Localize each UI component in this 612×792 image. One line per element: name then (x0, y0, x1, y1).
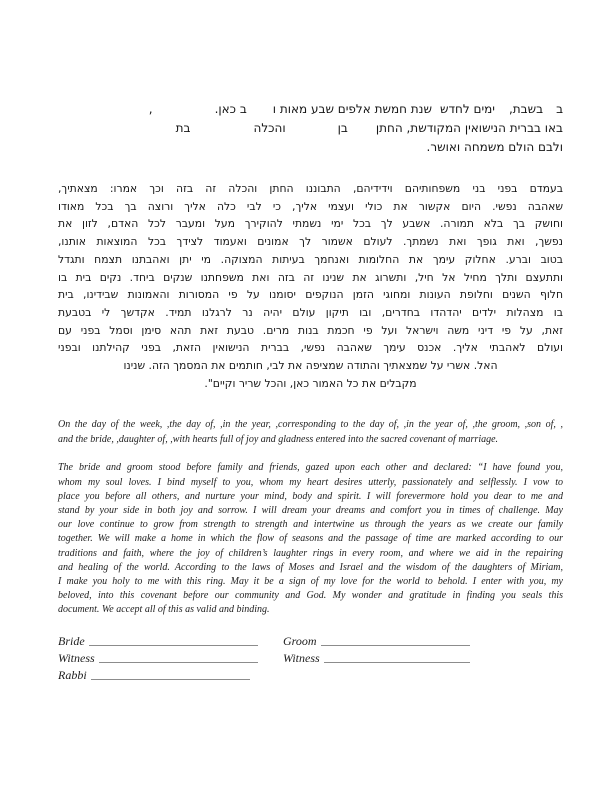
fill-in-blank[interactable] (153, 112, 215, 113)
hebrew-main-paragraph (58, 180, 563, 392)
hebrew-paragraph-line: שאהבה נפשי. היום אקשור את כולי ועצמי אליך, כי לבי כלה אליך ורוצה בך בכל מאודו (58, 199, 563, 213)
signature-label-witness: Witness (283, 650, 320, 665)
fill-in-blank[interactable] (348, 131, 376, 132)
hebrew-month-segment: ימים לחדש (439, 102, 495, 116)
english-paragraph-line: whom my soul loves. I bind myself to you, whom my heart desires utterly, passionately and selflessly. I vow to (58, 476, 563, 488)
english-paragraph-line: beloved, into this covenant before our community and God. My wonder and gratitude in finding you seals this (58, 590, 563, 602)
signature-label-bride: Bride (58, 633, 85, 648)
signature-row-witness-right (283, 648, 470, 665)
signature-blank-line[interactable] (89, 644, 258, 646)
hebrew-shabbat-segment: בשבת, (508, 102, 544, 116)
hebrew-paragraph-line: ותתעצם ותלך מחיל אל חיל, ותשרוג את שנינו זה בזה ואת משפחתנו שנקים ביחד. נקים בית בו (58, 270, 563, 284)
english-paragraph-line: traditions and faith, where the joy of children’s laughter rings in every room, and where we aid in the repairing (58, 547, 563, 559)
fill-in-blank[interactable] (286, 131, 338, 132)
signature-label-witness: Witness (58, 650, 95, 665)
signature-blank-line[interactable] (324, 661, 470, 663)
fill-in-blank[interactable] (543, 112, 556, 113)
english-paragraph-line: and healing of the world. According to the laws of Moses and Israel and the wisdom of the daughters of Miriam, (58, 561, 563, 573)
hebrew-daughter-of-segment: בת (175, 121, 191, 135)
hebrew-paragraph-line: זאת, על פי דיני משה וישראל ועל פי חכמת בנות מרים. טבעת זאת תהא סימן וסמל בפני עם (58, 323, 563, 337)
fill-in-blank[interactable] (191, 131, 254, 132)
signature-label-groom: Groom (283, 633, 317, 648)
signature-column-right (283, 631, 470, 682)
hebrew-paragraph-line: חלוף השנים וחלופת העונות ומחוגי הזמן הנוקפים יסומנו על פי המסורות והאמונות שבידינו, בית (58, 288, 563, 302)
english-paragraph-line: The bride and groom stood before family and friends, gazed upon each other and declared: “I have found you, (58, 462, 563, 474)
hebrew-paragraph-line: בטוב וברע. אחלוק עימך את החלומות ואנחמך בעיתות המצוקה. מי יתן ואהבתנו תצמח ותגדל (58, 252, 563, 266)
hebrew-bride-segment: והכלה (253, 121, 286, 135)
signature-column-left (58, 631, 258, 682)
hebrew-paragraph-line: וחושק בך בלא תמורה. אשבע לך בכל ימי נשמתי להוקירך מעל ומעבר לכל האדם, לזון את (58, 217, 563, 231)
english-paragraph-line: our love continue to grow from strength to strength and intertwine us through the years as we create our family (58, 519, 563, 531)
english-intro-line: and the bride, ,daughter of, ,with hearts full of joy and gladness entered into the sacred covenant of marriage. (58, 434, 499, 446)
hebrew-paragraph-line: בו מצהלות ילדים יהדהדו בחדרים, ובו תיקון עולם יהיה נר לרגלנו תמיד. אקדשך לי בטבעת (58, 305, 563, 319)
hebrew-year-segment: שנת חמשת אלפים שבע מאות ו (272, 102, 432, 116)
hebrew-place-segment: ב כאן. (214, 102, 247, 116)
hebrew-paragraph-line: בעמדם בפני בני משפחותיהם וידידיהם, התבוננו החתן והכלה זה בזה וכך אמרו: מצאתיך, (58, 182, 563, 195)
english-intro-line: On the day of the week, ,the day of, ,in the year, ,corresponding to the day of, ,in the year of, ,the groom, ,son of, , (58, 419, 563, 431)
english-main-paragraph (58, 461, 563, 617)
english-paragraph-line: together. We will make a home in which the flow of seasons and the passage of time are marked according to our (58, 533, 563, 545)
fill-in-blank[interactable] (432, 112, 440, 113)
signature-label-rabbi: Rabbi (58, 667, 87, 682)
signature-blank-line[interactable] (91, 678, 250, 680)
hebrew-intro-line-3: ולבם הולם משמחה ואושר. (426, 140, 563, 154)
hebrew-paragraph-line: מקבלים את כל האמור כאן, והכל שריר וקיים". (204, 376, 417, 390)
hebrew-day-segment: ב (556, 102, 563, 116)
signature-row-groom (283, 631, 470, 648)
english-paragraph-line: place you before all others, and nurture your mind, body and spirit. I will forevermore hold you dear to me and (58, 490, 563, 502)
hebrew-comma-segment: , (148, 102, 153, 116)
signature-section (58, 631, 563, 682)
hebrew-intro-line-1 (58, 100, 563, 119)
hebrew-paragraph-line: האל. אשרי על שמצאתיך והתודה שמציפה את לבי, חותמים את המסמך הזה. שנינו (123, 359, 498, 373)
english-paragraph-line: I make you holy to me with this ring. May it be a sign of my love for the world to behold. I enter with you, my (58, 576, 563, 588)
english-date-paragraph (58, 417, 563, 447)
hebrew-intro-line-2 (58, 119, 563, 138)
hebrew-groom-segment: באו בברית הנישואין המקודשת, החתן (375, 121, 563, 135)
hebrew-paragraph-line: ועולם לאהבתי אליך. אכנס עימך שאהבה נפשי, בברית הנישואין הזאת, בפני קהילתנו ובפני (58, 341, 563, 355)
hebrew-son-of-segment: בן (337, 121, 348, 135)
fill-in-blank[interactable] (495, 112, 509, 113)
hebrew-paragraph-line: נפשך, ואת גופך ואת נשמתך. לעולם אשמור לך אמונים ואעמוד לצידך בכל המוצאות אותנו, (58, 235, 563, 249)
fill-in-blank[interactable] (247, 112, 273, 113)
signature-row-bride (58, 631, 258, 648)
english-paragraph-line: stand by your side in both joy and sorrow. I will dream your dreams and comfort you in times of challenge. May (58, 505, 563, 517)
signature-blank-line[interactable] (321, 644, 470, 646)
signature-row-rabbi (58, 665, 258, 682)
signature-blank-line[interactable] (99, 661, 258, 663)
signature-row-witness-left (58, 648, 258, 665)
hebrew-date-intro (58, 100, 563, 157)
english-paragraph-line: document. We accept all of this as valid and binding. (58, 604, 270, 616)
